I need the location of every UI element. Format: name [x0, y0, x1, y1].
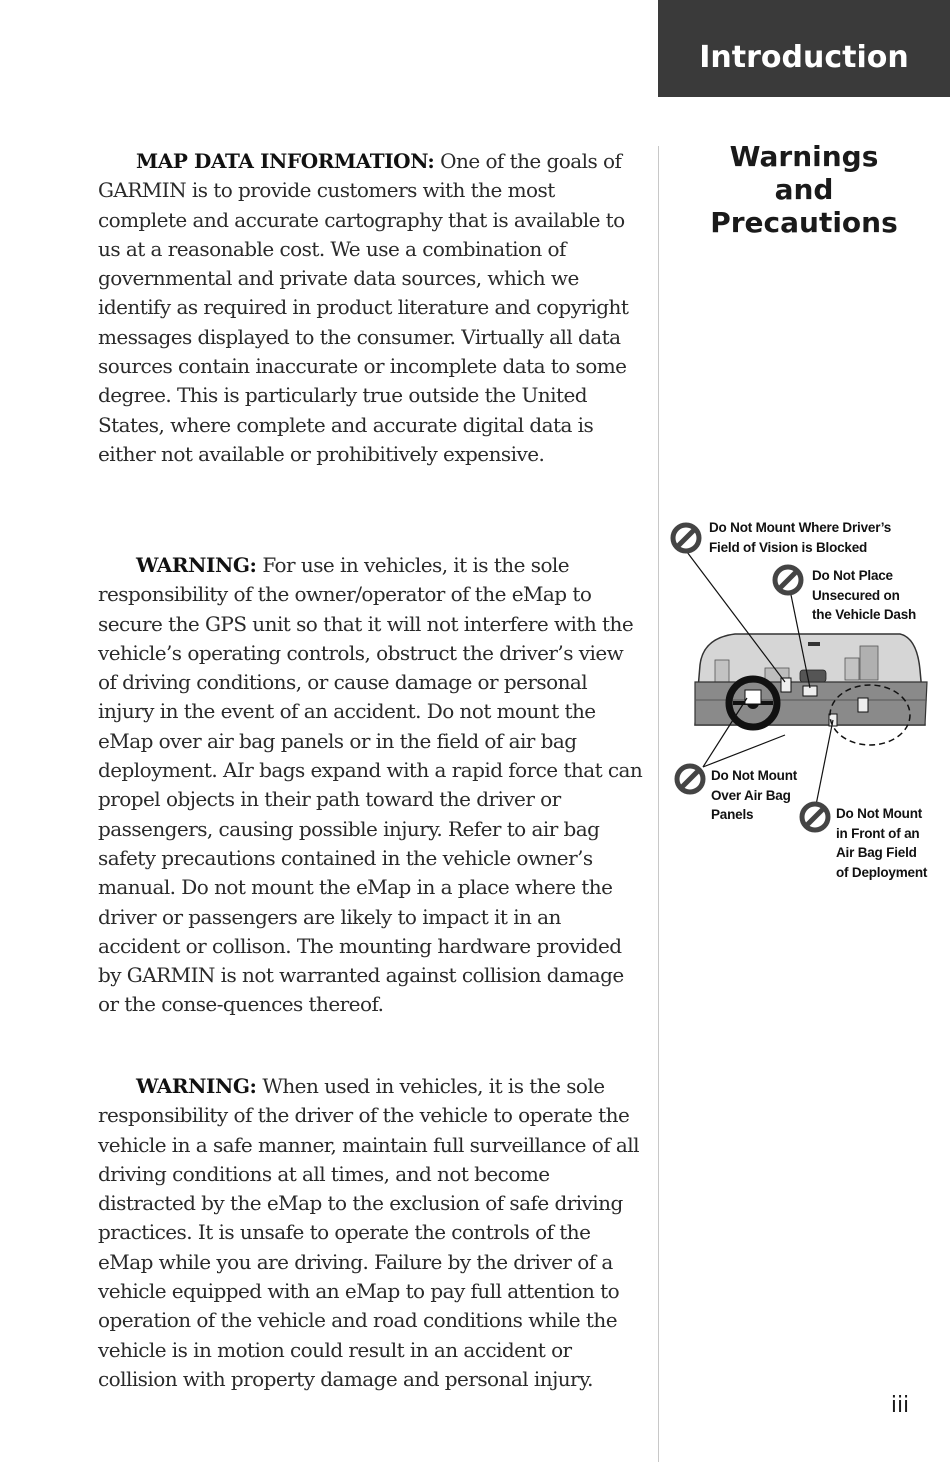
paragraph-body: One of the goals of GARMIN is to provide customers with the most complete and accurate cartography that is available to us at a reasonable cost. We use a combination of governmental and private data sources, which we identify as required in product literature and copyright messages displayed to the consumer. Virtually all data sources contain inaccurate or incomplete data to some degree. This is particularly true outside the United States, where complete and accurate digital data is either not available or prohibitively expensive.	[98, 149, 629, 466]
warning-mounting-paragraph	[98, 551, 643, 1020]
warning-driving-paragraph	[98, 1072, 643, 1394]
paragraph-body: When used in vehicles, it is the sole responsibility of the driver of the vehicle to operate the vehicle in a safe manner, maintain full surveillance of all driving conditions at all times, and not become distracted by the eMap to the exclusion of safe driving practices. It is unsafe to operate the controls of the eMap while you are driving. Failure by the driver of a vehicle equipped with an eMap to pay full attention to operation of the vehicle and road conditions while the vehicle is in motion could result in an accident or collision with property damage and personal injury.	[98, 1074, 639, 1391]
page-number: iii	[890, 1393, 910, 1418]
paragraph-body: For use in vehicles, it is the sole responsibility of the owner/operator of the eMap to secure the GPS unit so that it will not interfere with the vehicle’s operating controls, obstruct the driver’s view of driving conditions, or cause damage or personal injury in the event of an accident. Do not mount the eMap over air bag panels or in the field of air bag deployment. AIr bags expand with a rapid force that can propel objects in their path toward the driver or passengers, causing possible injury. Refer to air bag safety precautions contained in the vehicle owner’s manual. Do not mount the eMap in a place where the driver or passengers are likely to impact it in an accident or collison. The mounting hardware provided by GARMIN is not warranted against collision damage or the conse-quences thereof.	[98, 553, 643, 1017]
prohibited-icon	[799, 801, 831, 833]
section-title: Introduction	[699, 40, 909, 75]
map-data-paragraph	[98, 147, 643, 469]
prohibited-icon	[670, 522, 702, 554]
callout-air-bag-panels: Do Not Mount Over Air Bag Panels	[711, 768, 798, 822]
callout-dash: Do Not Place Unsecured on the Vehicle Dash	[812, 568, 917, 622]
callout-field-of-vision: Do Not Mount Where Driver’s Field of Vision is Blocked	[709, 520, 892, 555]
prohibited-icon	[674, 763, 706, 795]
mounting-warning-illustration	[665, 510, 950, 890]
section-header-tab	[658, 0, 950, 97]
paragraph-lead: MAP DATA INFORMATION:	[136, 149, 435, 173]
column-divider	[658, 146, 659, 1462]
prohibited-icon	[772, 564, 804, 596]
sidebar-title: Warnings and Precautions	[710, 140, 898, 239]
callout-air-bag-field: Do Not Mount in Front of an Air Bag Field of Deployment	[836, 806, 928, 880]
paragraph-lead: WARNING:	[136, 1074, 257, 1098]
paragraph-lead: WARNING:	[136, 553, 257, 577]
